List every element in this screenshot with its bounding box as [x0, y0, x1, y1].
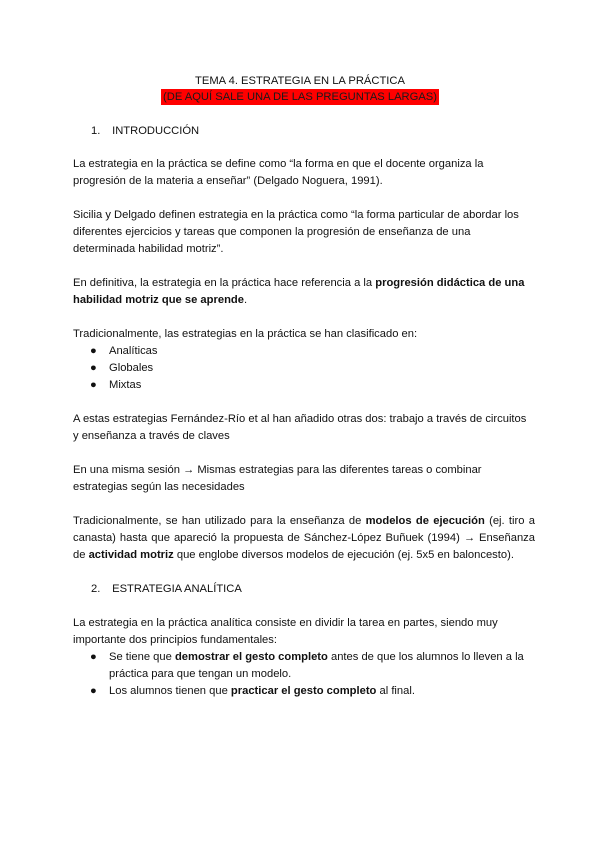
bullet-list — [73, 649, 535, 700]
paragraph — [73, 275, 535, 309]
list-item — [73, 377, 535, 394]
paragraph: Sicilia y Delgado definen estrategia en la práctica como “la forma particular de abordar los diferentes ejercicios y tareas que componen la progresión de enseñanza de una determinada habilidad motriz”. — [73, 209, 519, 255]
text-run: . — [243, 294, 248, 306]
bold-text: demostrar el gesto completo — [174, 651, 328, 663]
bold-text: progresión didáctica de una habilidad motriz que se aprende — [73, 277, 525, 306]
title-main: TEMA 4. ESTRATEGIA EN LA PRÁCTICA — [195, 75, 405, 87]
bullet-icon: ● — [90, 651, 97, 663]
bold-text: actividad motriz — [88, 549, 174, 561]
bullet-icon: ● — [90, 379, 97, 391]
paragraph: La estrategia en la práctica se define como “la forma en que el docente organiza la progresión de la materia a enseñar” (Delgado Noguera, 1991). — [73, 158, 484, 187]
section-heading-introduccion — [91, 123, 199, 140]
text-run: antes de que los alumnos lo lleven a la práctica para que tengan un modelo. — [109, 651, 524, 680]
paragraph: En una misma sesión → Mismas estrategias para las diferentes tareas o combinar estrategias según las necesidades — [73, 464, 482, 493]
text-run: al final. — [376, 685, 415, 697]
text-run: En definitiva, la estrategia en la práctica hace referencia a la — [73, 277, 376, 289]
text-run: (ej. tiro a canasta) hasta que apareció la propuesta de Sánchez-López Buñuek (1994) → Enseñanza de — [73, 515, 535, 561]
paragraph: A estas estrategias Fernández-Río et al han añadido otras dos: trabajo a través de circuitos y enseñanza a través de claves — [73, 413, 527, 442]
bold-text: modelos de ejecución — [365, 515, 485, 527]
paragraph — [73, 513, 535, 564]
paragraph: Tradicionalmente, las estrategias en la práctica se han clasificado en: — [73, 328, 418, 340]
list-item-text: Mixtas — [109, 379, 142, 391]
bullet-icon: ● — [90, 685, 97, 697]
bullet-icon: ● — [90, 362, 97, 374]
list-item — [73, 343, 535, 360]
list-item-text: Globales — [109, 362, 154, 374]
bold-text: practicar el gesto completo — [230, 685, 377, 697]
text-run: Se tiene que — [109, 651, 175, 663]
section-heading-estrategia-analitica — [91, 581, 242, 598]
document-title — [0, 73, 600, 105]
bullet-list — [73, 343, 535, 394]
section-number: 2. — [91, 583, 101, 595]
text-run: Los alumnos tienen que — [109, 685, 231, 697]
list-item — [73, 683, 535, 700]
section-title: INTRODUCCIÓN — [112, 125, 200, 137]
list-item-text: Analíticas — [109, 345, 158, 357]
text-run: que englobe diversos modelos de ejecución (ej. 5x5 en baloncesto). — [173, 549, 514, 561]
paragraph: La estrategia en la práctica analítica consiste en dividir la tarea en partes, siendo muy importante dos principios fundamentales: — [73, 617, 498, 646]
list-item — [73, 360, 535, 377]
section-number: 1. — [91, 125, 101, 137]
bullet-icon: ● — [90, 345, 97, 357]
title-highlight-note: (DE AQUÍ SALE UNA DE LAS PREGUNTAS LARGAS) — [163, 91, 437, 103]
section-title: ESTRATEGIA ANALÍTICA — [112, 583, 242, 595]
text-run: Tradicionalmente, se han utilizado para la enseñanza de — [73, 515, 366, 527]
list-item — [73, 649, 535, 683]
